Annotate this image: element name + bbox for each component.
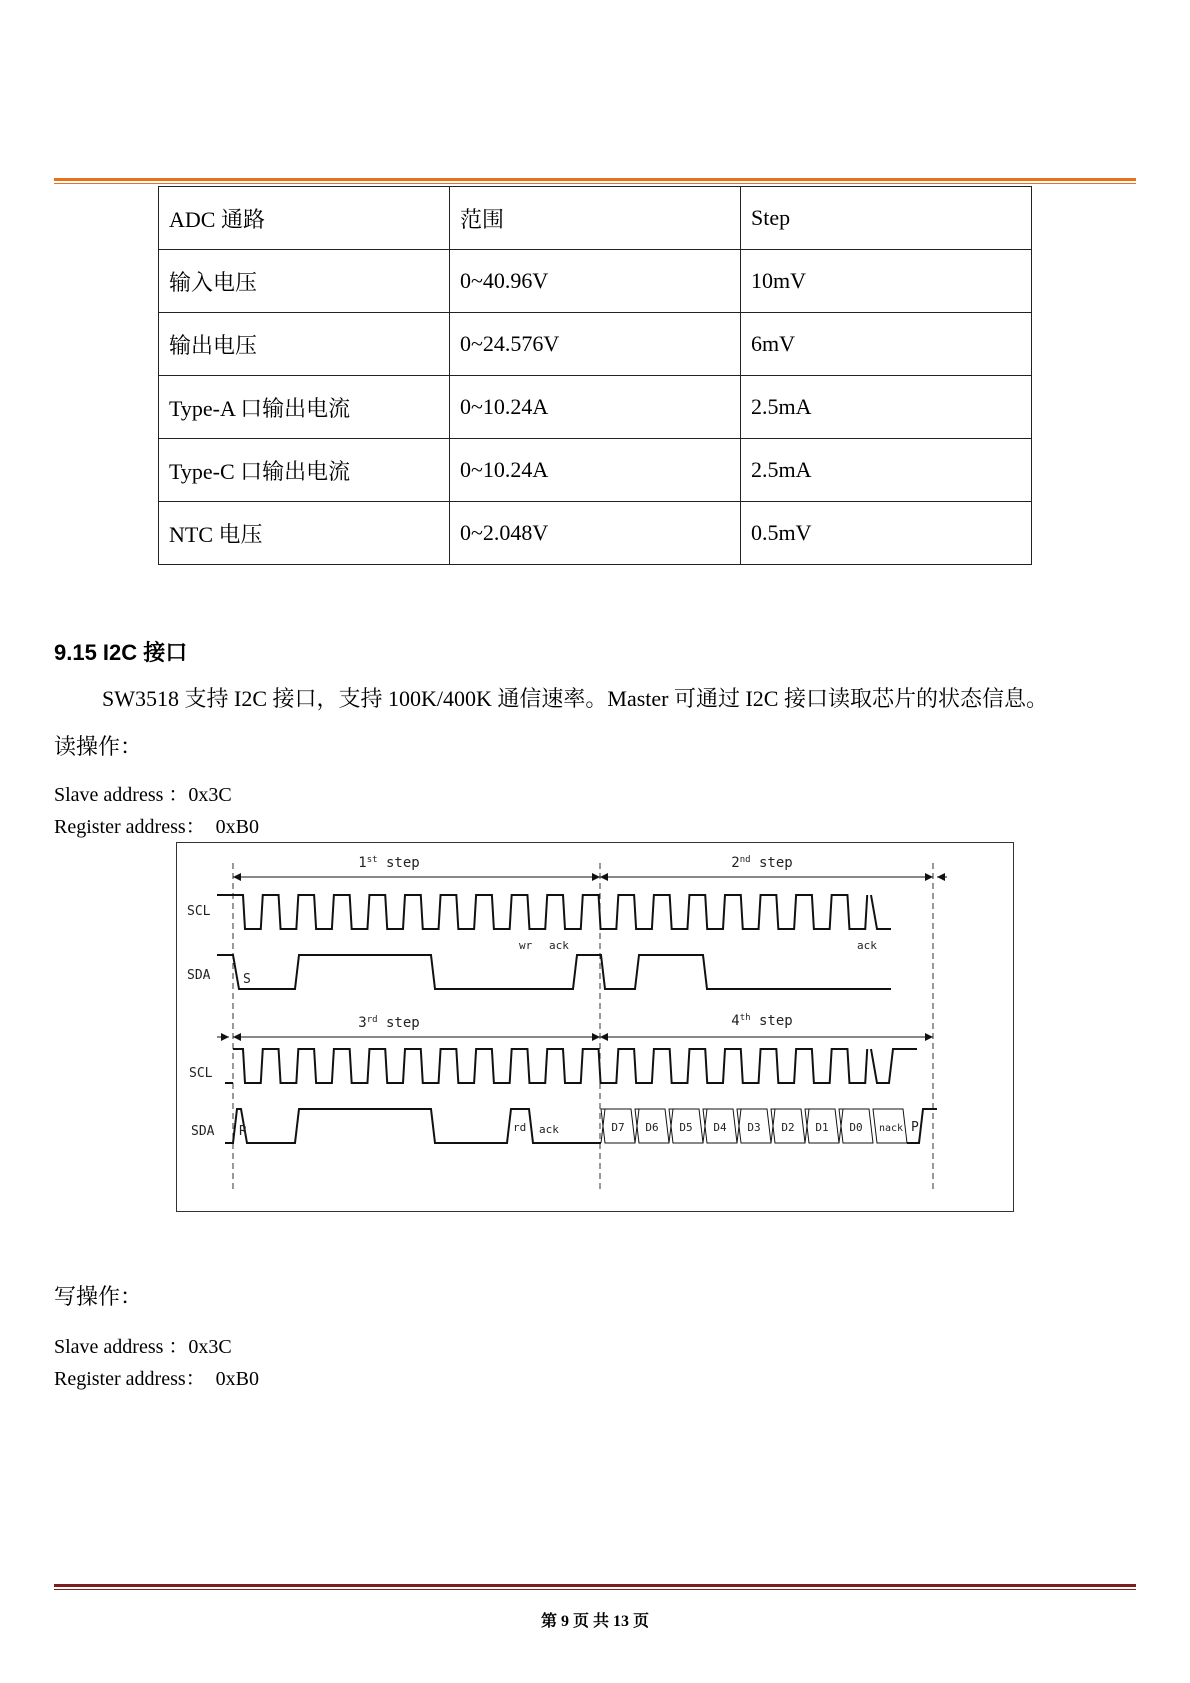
wr-label: wr [519, 939, 533, 952]
table-cell: Type-A 口输出电流 [159, 376, 450, 439]
table-cell: 0~24.576V [450, 313, 741, 376]
data-bit-label: D6 [645, 1121, 659, 1134]
header-rule [54, 178, 1136, 184]
table-cell: 输出电压 [159, 313, 450, 376]
intro-paragraph: SW3518 支持 I2C 接口，支持 100K/400K 通信速率。Master 可通过 I2C 接口读取芯片的状态信息。 [102, 686, 1048, 711]
data-bit-label: D2 [781, 1121, 795, 1134]
scl1-wave [233, 895, 867, 929]
stop-condition-label: P [911, 1120, 919, 1135]
table-row [159, 313, 1032, 376]
table-cell: 0~2.048V [450, 502, 741, 565]
write-register-address: Register address： 0xB0 [54, 1368, 259, 1390]
table-cell: 0~10.24A [450, 376, 741, 439]
step4-label: 4th step [731, 1013, 793, 1029]
scl2-tail [871, 1049, 917, 1083]
repeated-start-label: R [239, 1124, 247, 1139]
scl2-label: SCL [189, 1066, 213, 1081]
page-number: 第 9 页 共 13 页 [540, 1613, 649, 1630]
step4-arrow-head-left [600, 1033, 608, 1041]
table-cell: 输入电压 [159, 250, 450, 313]
data-bit-label: D0 [849, 1121, 863, 1134]
table-row [159, 250, 1032, 313]
read-slave-address: Slave address ：0x3C [54, 784, 232, 806]
i2c-read-timing-diagram [176, 842, 1014, 1212]
read-register-address: Register address： 0xB0 [54, 816, 259, 838]
read-operation-label: 读操作： [54, 734, 143, 759]
data-bit-label: D7 [611, 1121, 625, 1134]
sda1-label: SDA [187, 968, 211, 983]
footer-rule [54, 1584, 1136, 1590]
step1-arrow-head-right [592, 873, 600, 881]
table-header-cell: Step [741, 187, 1032, 250]
step2-label: 2nd step [731, 855, 793, 871]
section-title: 9.15 I2C 接口 [54, 640, 188, 665]
ack1-label: ack [549, 939, 569, 952]
adc-table [158, 186, 1032, 565]
table-header-cell: 范围 [450, 187, 741, 250]
ack2-label: ack [857, 939, 877, 952]
data-bit-label: D1 [815, 1121, 829, 1134]
write-slave-address: Slave address ：0x3C [54, 1336, 232, 1358]
table-cell: 6mV [741, 313, 1032, 376]
step2-arrow-head-right [925, 873, 933, 881]
table-cell: 0~40.96V [450, 250, 741, 313]
sda1-wave [217, 955, 891, 989]
step3-label: 3rd step [358, 1015, 420, 1031]
data-bit-label: D5 [679, 1121, 693, 1134]
table-cell: 2.5mA [741, 439, 1032, 502]
sda2-label: SDA [191, 1124, 215, 1139]
table-cell: Type-C 口输出电流 [159, 439, 450, 502]
step1-label: 1st step [358, 855, 420, 871]
scl2-wave [233, 1049, 867, 1083]
data-bit-label: D3 [747, 1121, 761, 1134]
table-header-cell: ADC 通路 [159, 187, 450, 250]
table-cell: 2.5mA [741, 376, 1032, 439]
table-row [159, 439, 1032, 502]
scl1-tail [871, 895, 891, 929]
table-row [159, 502, 1032, 565]
table-cell: 0~10.24A [450, 439, 741, 502]
table-cell: 0.5mV [741, 502, 1032, 565]
table-cell: 10mV [741, 250, 1032, 313]
write-operation-label: 写操作： [54, 1284, 143, 1309]
step1-arrow-head-left [233, 873, 241, 881]
table-header-row [159, 187, 1032, 250]
step2-arrow-head-left [600, 873, 608, 881]
step3-arrow-head-left [233, 1033, 241, 1041]
ack3-label: ack [539, 1123, 559, 1136]
step3-arrow-head-right [592, 1033, 600, 1041]
start-condition-label: S [243, 972, 251, 987]
timing-svg [177, 843, 1013, 1211]
rd-label: rd [513, 1121, 527, 1134]
step4-arrow-head-right [925, 1033, 933, 1041]
table-cell: NTC 电压 [159, 502, 450, 565]
data-bit-label: D4 [713, 1121, 727, 1134]
table-row [159, 376, 1032, 439]
scl1-label: SCL [187, 904, 211, 919]
nack-label: nack [878, 1123, 904, 1134]
